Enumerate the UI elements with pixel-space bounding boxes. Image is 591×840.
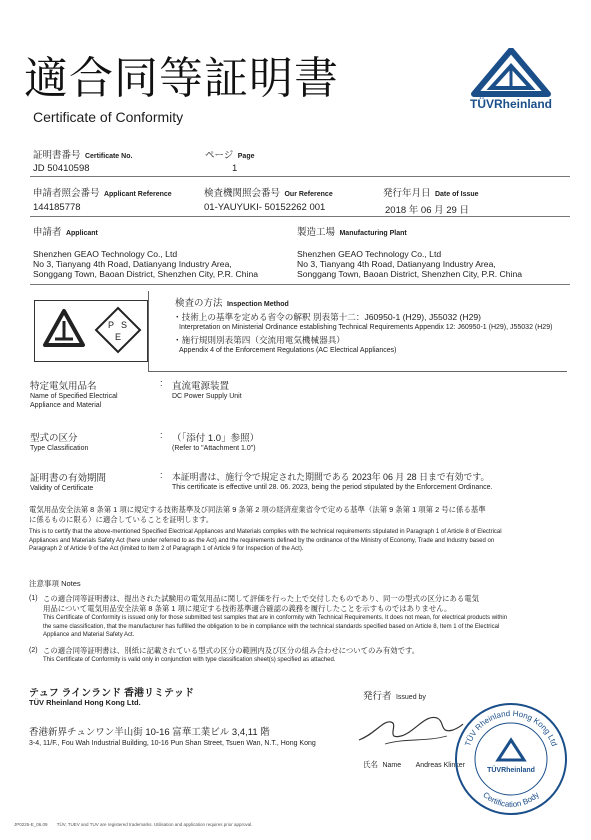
page-title-en: Certificate of Conformity <box>33 109 184 125</box>
signature <box>355 700 465 750</box>
seal-center-text: TÜVRheinland <box>487 767 535 774</box>
cert-no-label-jp: 証明書番号 <box>33 150 81 161</box>
inspection-method <box>148 291 567 372</box>
issue-date-label <box>383 183 479 201</box>
divider <box>30 284 570 285</box>
divider <box>30 176 570 177</box>
note2-number: (2) <box>29 647 38 654</box>
tuv-triangle-icon <box>456 48 566 112</box>
certification-seal <box>452 700 570 818</box>
type-label-jp: 型式の区分 <box>30 433 78 444</box>
note1-en-line: the same classification, that the manufacturer has fulfilled the obligation to be in compliance with the technical standards specified based on Article 8, Item 1 of the Electrical <box>43 623 500 630</box>
note1-en-line: Appliance and Material Safety Act. <box>43 632 135 638</box>
type-label-en: Type Classification <box>30 445 89 452</box>
applicant-ref-value: 144185778 <box>33 202 81 213</box>
pse-mark-icon <box>93 305 143 355</box>
validity-label <box>30 470 106 493</box>
applicant-line: Shenzhen GEAO Technology Co., Ltd <box>33 249 178 259</box>
validity-value-jp: 本証明書は、施行令で規定された期間である 2023年 06 月 28 日まで有効です。 <box>172 472 490 482</box>
inspection-item2-en: Appendix 4 of the Enforcement Regulations (AC Electrical Appliances) <box>179 347 397 354</box>
validity-value <box>172 470 567 492</box>
signer-name <box>363 754 465 772</box>
name-label-jp: 氏名 <box>363 760 378 769</box>
type-label <box>30 430 88 453</box>
applicant-line: No 3, Tianyang 4th Road, Datianyang Industry Area, <box>33 259 232 269</box>
seal-top-text: TÜV Rheinland Hong Kong Ltd <box>463 708 559 748</box>
page-label-en: Page <box>237 153 255 160</box>
product-label-jp: 特定電気用品名 <box>30 381 97 392</box>
inspection-item2-jp: ・施行規則別表第四（交流用電気機械器具） <box>173 335 345 345</box>
inspection-item1-jp: ・技術上の基準を定める省令の解釈 別表第十二：J60950-1 (H29), J55032 (H29) <box>173 312 482 322</box>
footer-code: JP0225-E_06.09 <box>14 822 48 827</box>
plant-line: Shenzhen GEAO Technology Co., Ltd <box>297 249 442 259</box>
cert-no-value: JD 50410598 <box>33 163 90 174</box>
statement-jp-line: に係るものに限る）に適合していることを証明します。 <box>29 515 214 524</box>
pse-letter-p: P <box>108 320 115 330</box>
note2-jp: この適合同等証明書は、別紙に記載されている型式の区分の範囲内及び区分の組み合わせについてのみ有効です。 <box>43 646 420 655</box>
logo-text: TÜVRheinland <box>469 97 553 111</box>
issue-date-label-jp: 発行年月日 <box>383 188 431 199</box>
note1-number: (1) <box>29 595 38 602</box>
note1-jp-line: 用品について電気用品安全法第 8 条第 1 項に規定する技術基準適合確認の義務を履行したことを示すものではありません。 <box>43 604 452 613</box>
statement-jp-line: 電気用品安全法第 8 条第 1 項に規定する技術基準及び同法第 9 条第 2 項の経済産業省令で定める基準（法第 9 条第 1 項第 2 号に係る基準 <box>29 505 486 514</box>
plant-address <box>297 249 522 279</box>
statement-en-line: Appliances and Materials Safety Act (here under referred to as the Act) and the requirements defined by the ordinance of the Ministry of Economy, Trade and Industry based on <box>29 537 495 544</box>
footer-fine: TÜV, TUEV and TUV are registered trademarks. Utilisation and application requires prior approval. <box>56 822 253 827</box>
validity-label-en: Validity of Certificate <box>30 485 94 492</box>
cert-no-label-en: Certificate No. <box>84 153 133 160</box>
product-colon: : <box>160 378 163 388</box>
product-label-en1: Name of Specified Electrical <box>30 393 118 400</box>
applicant-ref-label-en: Applicant Reference <box>103 191 172 198</box>
type-value <box>172 430 259 453</box>
certification-statement <box>29 505 569 554</box>
product-value-jp: 直流電源装置 <box>172 381 230 392</box>
page-title-jp: 適合同等証明書 <box>24 53 339 104</box>
divider <box>30 216 570 217</box>
pse-letter-e: E <box>115 332 122 342</box>
cert-no-label <box>33 145 132 163</box>
our-ref-label <box>204 183 333 201</box>
page-label-jp: ページ <box>205 150 234 161</box>
applicant-label-en: Applicant <box>65 230 98 237</box>
tuv-mark-icon <box>39 305 89 355</box>
issued-by-en: Issued by <box>395 694 426 701</box>
issued-by-jp: 発行者 <box>363 691 392 702</box>
issuer-address-en: 3-4, 11/F., Fou Wah Industrial Building, 10-16 Pun Shan Street, Tsuen Wan, N.T., Hong Kong <box>29 740 316 747</box>
notes-heading: 注意事項 Notes <box>29 579 81 588</box>
applicant-ref-label-jp: 申請者照会番号 <box>33 188 100 199</box>
plant-line: Songgang Town, Baoan District, Shenzhen City, P.R. China <box>297 269 523 279</box>
statement-en-line: This is to certify that the above-mentioned Specified Electrical Appliances and Materials complies with the technical requirements stipulated in Paragraph 1 of Article 8 of Electrical <box>29 529 502 535</box>
our-ref-label-jp: 検査機関照会番号 <box>204 188 281 199</box>
applicant-line: Songgang Town, Baoan District, Shenzhen City, P.R. China <box>33 269 259 279</box>
inspection-heading-jp: 検査の方法 <box>175 298 223 309</box>
certification-marks <box>34 300 148 362</box>
issue-date-label-en: Date of Issue <box>434 191 479 198</box>
plant-label-jp: 製造工場 <box>297 227 336 238</box>
issue-date-value: 2018 年 06 月 29 日 <box>385 205 469 216</box>
applicant-ref-label <box>33 183 172 201</box>
pse-letter-s: S <box>121 320 128 330</box>
type-value-jp: （「添付 1.0」参照） <box>172 433 260 444</box>
seal-triangle-icon <box>498 740 524 760</box>
our-ref-value: 01-YAUYUKI- 50152262 001 <box>204 202 326 213</box>
name-label-en: Name <box>382 762 402 769</box>
footer <box>14 822 253 827</box>
issuer-company-jp: テュフ ラインランド 香港リミテッド <box>29 688 194 699</box>
applicant-label-jp: 申請者 <box>33 227 62 238</box>
product-label <box>30 378 118 410</box>
note1-en-line: This Certificate of Conformity is issued only for those submitted test samples that are in conformity with Technical Requirements. It does not mean, for electrical products within <box>43 615 508 621</box>
applicant-address <box>33 249 258 279</box>
issuer-company-en: TÜV Rheinland Hong Kong Ltd. <box>29 698 141 707</box>
type-colon: : <box>160 430 163 440</box>
product-value <box>172 378 242 401</box>
product-value-en: DC Power Supply Unit <box>172 393 242 400</box>
applicant-label <box>33 222 98 240</box>
seal-bottom-text: Certification Body <box>481 790 541 809</box>
validity-value-en: This certificate is effective until 28. 06. 2023, being the period stipulated by the Enforcement Ordinance. <box>172 484 493 491</box>
validity-colon: : <box>160 470 163 480</box>
note1-jp-line: この適合同等証明書は、提出された試験用の電気用品に関して評価を行った上で交付したものであり、同一の型式の区分にある電気 <box>43 594 480 603</box>
plant-line: No 3, Tianyang 4th Road, Datianyang Industry Area, <box>297 259 496 269</box>
inspection-heading-en: Inspection Method <box>226 301 289 308</box>
page-value: 1 <box>232 163 238 174</box>
note2-en: This Certificate of Conformity is valid only in conjunction with type classification sheet(s) specified as attached. <box>43 657 336 663</box>
validity-label-jp: 証明書の有効期間 <box>30 473 107 484</box>
tuv-logo <box>456 48 566 117</box>
statement-en-line: Paragraph 2 of Article 9 of the Act (limited to Item 2 of Paragraph 1 of Article 9 for Inspection of the Act). <box>29 546 304 552</box>
issuer-address-jp: 香港新界チュンワン半山街 10-16 富華工業ビル 3,4,11 階 <box>29 727 270 738</box>
type-value-en: (Refer to "Attachment 1.0") <box>172 445 256 452</box>
plant-label-en: Manufacturing Plant <box>339 230 407 237</box>
our-ref-label-en: Our Reference <box>284 191 333 198</box>
name-value: Andreas Klinker <box>415 762 466 769</box>
product-label-en2: Appliance and Material <box>30 402 102 409</box>
note1 <box>43 594 568 640</box>
page-label <box>205 145 255 163</box>
note2 <box>43 646 568 665</box>
plant-label <box>297 222 407 240</box>
inspection-item1-en: Interpretation on Ministerial Ordinance establishing Technical Requirements Appendix 12: J60950-1 (H29), J55032 (H29) <box>179 324 553 331</box>
